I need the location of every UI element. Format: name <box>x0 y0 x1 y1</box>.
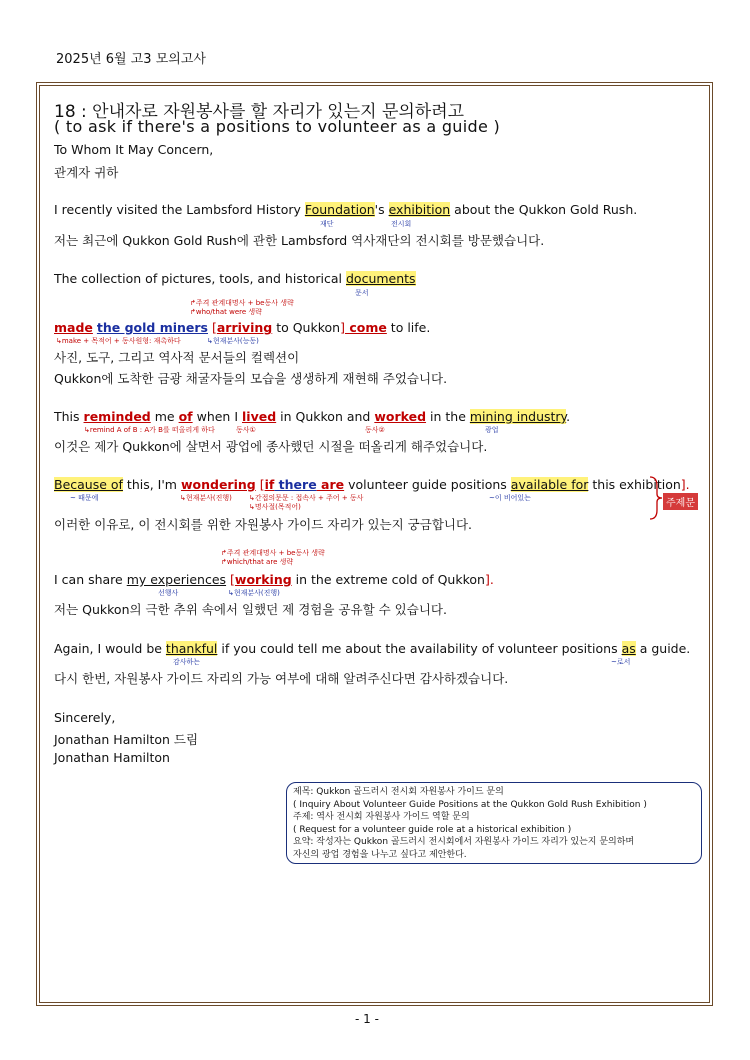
note-because-of: ~ 때문에 <box>70 494 99 502</box>
note-mining: 광업 <box>485 426 499 434</box>
sentence-6-ko: 다시 한번, 자원봉사 가이드 자리의 가능 여부에 대해 알려주신다면 감사하겠습니다. <box>54 671 509 686</box>
note-thankful: 감사하는 <box>173 658 201 666</box>
kw-there: there <box>274 477 317 492</box>
summary-box <box>286 782 702 864</box>
hl-because-of: Because of <box>54 477 123 492</box>
sentence-5-en: I can share my experiences [working in the extreme cold of Qukkon]. <box>54 572 494 587</box>
note-remind-a-of-b: ↳remind A of B : A가 B를 떠올리게 하다 <box>84 426 215 434</box>
summary-title-en: ( Inquiry About Volunteer Guide Positions at the Qukkon Gold Rush Exhibition ) <box>293 799 647 810</box>
closing-signature-en: Jonathan Hamilton <box>54 750 170 765</box>
hl-documents: documents <box>345 271 416 286</box>
sentence-1-ko: 저는 최근에 Qukkon Gold Rush에 관한 Lambsford 역사재단의 전시회를 방문했습니다. <box>54 233 545 248</box>
summary-abstract-2: 자신의 광업 경험을 나누고 싶다고 제안한다. <box>293 849 467 860</box>
kw-arriving: arriving <box>216 320 273 335</box>
sentence-1-en: I recently visited the Lambsford History Foundation's exhibition about the Qukkon Gold Rush. <box>54 202 638 217</box>
note-who-that: ↱who/that were 생략 <box>190 308 262 316</box>
greeting-ko: 관계자 귀하 <box>54 165 119 180</box>
summary-topic-ko: 주제: 역사 전시회 자원봉사 가이드 역할 문의 <box>293 812 470 822</box>
kw-wondering: wondering <box>180 477 256 492</box>
sentence-2a-en: The collection of pictures, tools, and historical documents <box>54 271 416 286</box>
summary-title-ko: 제목: Qukkon 골드러시 전시회 자원봉사 가이드 문의 <box>293 787 504 797</box>
kw-are: are <box>316 477 345 492</box>
sentence-2-ko-1: 사진, 도구, 그리고 역사적 문서들의 컬렉션이 <box>54 350 300 365</box>
note-exhibition: 전시회 <box>391 220 412 228</box>
sentence-3-ko: 이것은 제가 Qukkon에 살면서 광업에 종사했던 시절을 떠올리게 해주었습니다. <box>54 439 488 454</box>
kw-lived: lived <box>242 409 277 424</box>
sentence-2b-en: made the gold miners [arriving to Qukkon] come to life. <box>54 320 431 335</box>
note-make-object: ↳make + 목적어 + 동사원형: 재촉하다 <box>56 337 181 345</box>
page-frame-inner <box>39 85 710 1003</box>
note-relative-omit: ↱주격 관계대명사 + be동사 생략 <box>190 299 294 307</box>
question-subtitle: ( to ask if there's a positions to volunteer as a guide ) <box>54 117 501 136</box>
greeting-en: To Whom It May Concern, <box>54 142 214 157</box>
closing-signature-ko: Jonathan Hamilton 드림 <box>54 732 199 747</box>
note-working: ↳현재분사(진행) <box>228 589 280 597</box>
hl-exhibition: exhibition <box>388 202 451 217</box>
sentence-5-ko: 저는 Qukkon의 극한 추위 속에서 일했던 제 경험을 공유할 수 있습니다. <box>54 602 447 617</box>
page-number: - 1 - <box>355 1012 379 1026</box>
note-noun-clause: ↳명사절(목적어) <box>249 503 301 511</box>
exam-header: 2025년 6월 고3 모의고사 <box>56 52 206 67</box>
sentence-4-en: Because of this, I'm wondering [if there are volunteer guide positions available for this exhibition]. <box>54 477 690 492</box>
kw-of: of <box>178 409 193 424</box>
note-verb-2: 동사② <box>365 426 385 434</box>
kw-made: made <box>54 320 93 335</box>
sentence-3-en: This reminded me of when I lived in Qukkon and worked in the mining industry. <box>54 409 571 424</box>
note-relative-omit-2: ↱주격 관계대명사 + be동사 생략 <box>221 549 325 557</box>
note-documents: 문서 <box>355 289 369 297</box>
closing-sincerely: Sincerely, <box>54 710 116 725</box>
kw-my-experiences: my experiences <box>126 572 227 587</box>
summary-abstract-1: 요약: 작성자는 Qukkon 골드러시 전시회에서 자원봉사 가이드 자리가 있는지 문의하며 <box>293 837 635 847</box>
kw-come: come <box>344 320 387 335</box>
note-foundation: 재단 <box>320 220 334 228</box>
sentence-4-ko: 이러한 이유로, 이 전시회를 위한 자원봉사 가이드 자리가 있는지 궁금합니다. <box>54 517 473 532</box>
bracket-icon <box>648 476 664 520</box>
note-as: ~로서 <box>611 658 631 666</box>
note-wondering: ↳현재분사(진행) <box>180 494 232 502</box>
kw-if: if <box>264 477 275 492</box>
note-verb-1: 동사① <box>236 426 256 434</box>
hl-thankful: thankful <box>165 641 218 656</box>
hl-as: as <box>621 641 636 656</box>
question-title: 18 : 안내자로 자원봉사를 할 자리가 있는지 문의하려고 <box>54 102 465 122</box>
note-indirect-question: ↳간접의문문 : 접속사 + 주어 + 동사 <box>249 494 364 502</box>
sentence-2-ko-2: Qukkon에 도착한 금광 채굴자들의 모습을 생생하게 재현해 주었습니다. <box>54 371 448 386</box>
note-which-that: ↱which/that are 생략 <box>221 558 294 566</box>
topic-sentence-tag: 주제문 <box>663 493 698 510</box>
sentence-6-en: Again, I would be thankful if you could tell me about the availability of volunteer positions as a guide. <box>54 641 691 656</box>
hl-foundation: Foundation <box>304 202 375 217</box>
note-antecedent: 선행사 <box>158 589 179 597</box>
kw-working: working <box>234 572 292 587</box>
note-available: ~이 비어있는 <box>489 494 531 502</box>
kw-reminded: reminded <box>83 409 151 424</box>
note-present-participle: ↳현재분사(능동) <box>207 337 259 345</box>
kw-worked: worked <box>374 409 427 424</box>
hl-available-for: available for <box>510 477 589 492</box>
kw-gold-miners: the gold miners <box>96 320 208 335</box>
hl-mining-industry: mining industry <box>469 409 567 424</box>
summary-topic-en: ( Request for a volunteer guide role at a historical exhibition ) <box>293 824 572 835</box>
